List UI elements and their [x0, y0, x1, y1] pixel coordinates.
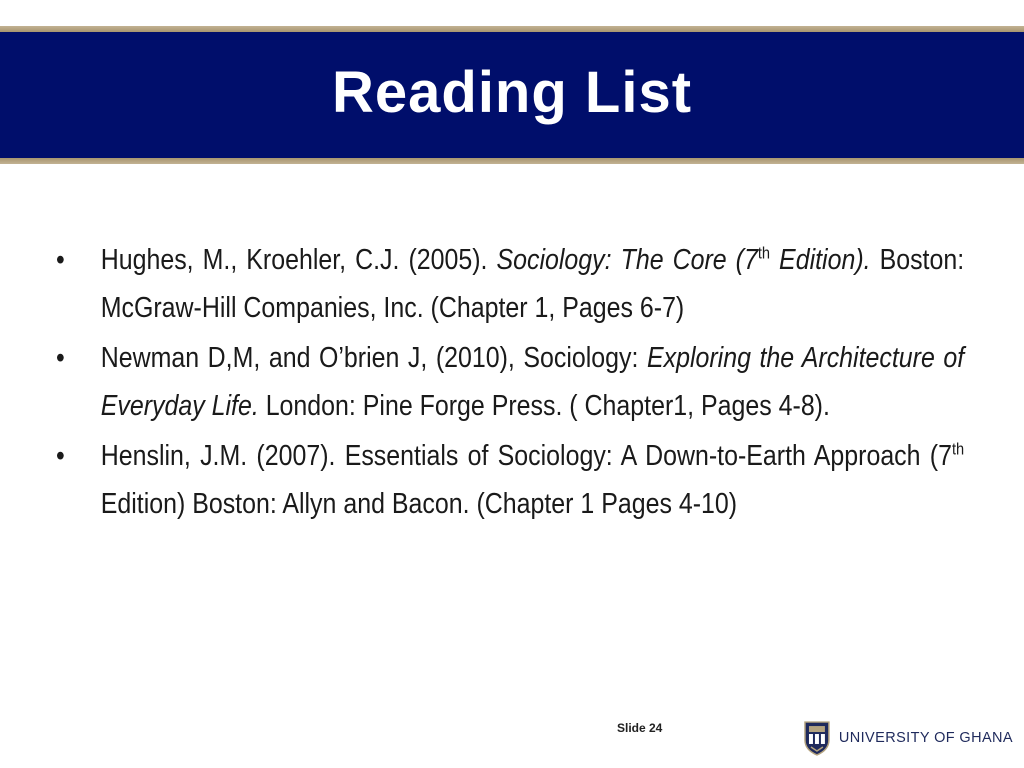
reading-list — [56, 236, 964, 530]
reference-item-2 — [56, 334, 964, 430]
reference-item-1 — [56, 236, 964, 332]
ref-superscript: th — [951, 439, 965, 459]
ref-book-title: Exploring the Architecture of Everyday Life. — [100, 342, 965, 422]
bullet: • — [56, 244, 65, 276]
slide-title: Reading List — [331, 59, 693, 125]
ref-superscript: th — [757, 243, 771, 263]
reference-item-3 — [56, 432, 964, 528]
ref-publisher: London: Pine Forge Press. ( Chapter1, Pages 4-8). — [258, 390, 830, 422]
university-crest-icon — [803, 720, 831, 756]
university-name: UNIVERSITY OF GHANA — [838, 730, 1013, 746]
bottom-gold-band — [0, 158, 1024, 164]
ref-text: Henslin, J.M. (2007). Essentials of Sociology: A Down-to-Earth Approach (7 — [100, 440, 952, 472]
title-banner — [0, 32, 1024, 158]
ref-text: Newman D,M, and O’brien J, (2010), Sociology: — [100, 342, 647, 374]
slide-number: Slide 24 — [617, 721, 663, 735]
bullet: • — [56, 342, 65, 374]
ref-publisher: Boston: McGraw-Hill Companies, Inc. (Chapter 1, Pages 6-7) — [100, 244, 965, 324]
ref-publisher: Edition) Boston: Allyn and Bacon. (Chapter 1 Pages 4-10) — [100, 488, 738, 520]
university-logo — [803, 718, 1013, 758]
bullet: • — [56, 440, 65, 472]
ref-book-title: Sociology: The Core (7 — [496, 244, 758, 276]
ref-text: Hughes, M., Kroehler, C.J. (2005). — [100, 244, 497, 276]
ref-book-title-cont: Edition). — [770, 244, 871, 276]
